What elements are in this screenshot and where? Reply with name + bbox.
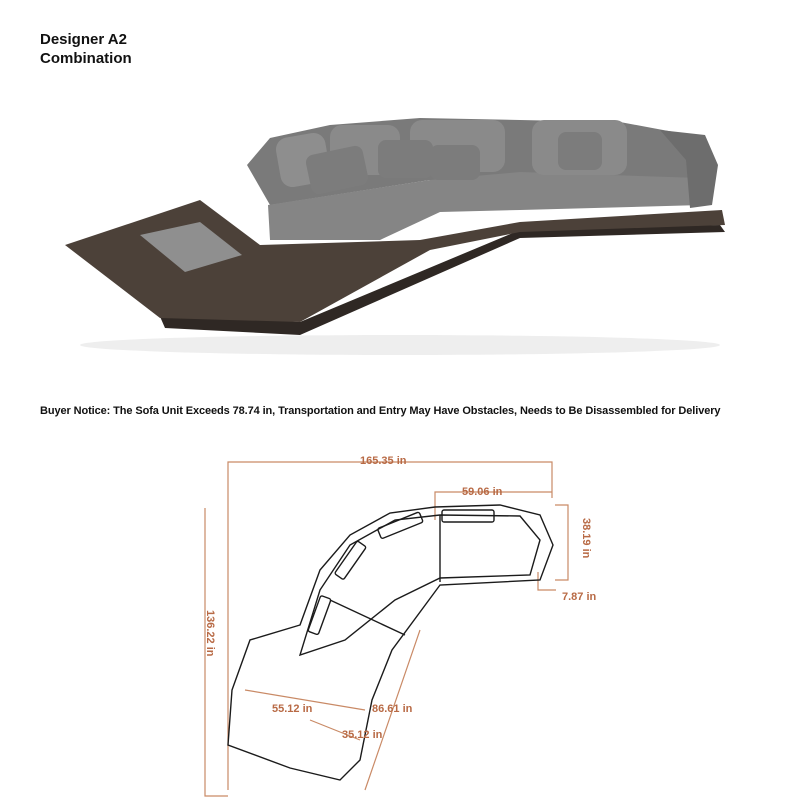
throw-pillow-2	[378, 140, 433, 178]
sofa-outline-inner	[300, 515, 540, 655]
dimension-line-overhang	[538, 572, 556, 590]
dimension-line-right-depth	[555, 505, 568, 580]
throw-pillow-4	[558, 132, 602, 170]
label-platform-width-b: 35.12 in	[342, 729, 383, 741]
label-overall-depth: 136.22 in	[204, 610, 216, 657]
product-title	[40, 30, 240, 68]
dimension-line-overall-width	[228, 462, 552, 790]
throw-pillow-3	[430, 145, 480, 180]
sofa-outline-outer	[228, 505, 553, 780]
label-overall-width: 165.35 in	[360, 455, 407, 467]
label-platform-width-a: 55.12 in	[272, 703, 313, 715]
outline-cushion-left-2	[308, 595, 331, 634]
label-diagonal-length: 86.61 in	[372, 703, 413, 715]
floor-shadow	[80, 335, 720, 355]
product-title-line-1: Designer A2	[40, 31, 127, 48]
label-right-section-depth: 38.19 in	[580, 518, 592, 559]
dimension-diagram	[0, 440, 800, 800]
label-right-section-width: 59.06 in	[462, 486, 503, 498]
sofa-product-image	[0, 100, 800, 390]
label-platform-overhang: 7.87 in	[562, 591, 597, 603]
product-title-line-2: Combination	[40, 50, 132, 67]
buyer-notice: Buyer Notice: The Sofa Unit Exceeds 78.74 in, Transportation and Entry May Have Obstacles, Needs to Be Disassembled for Delivery	[40, 405, 721, 417]
